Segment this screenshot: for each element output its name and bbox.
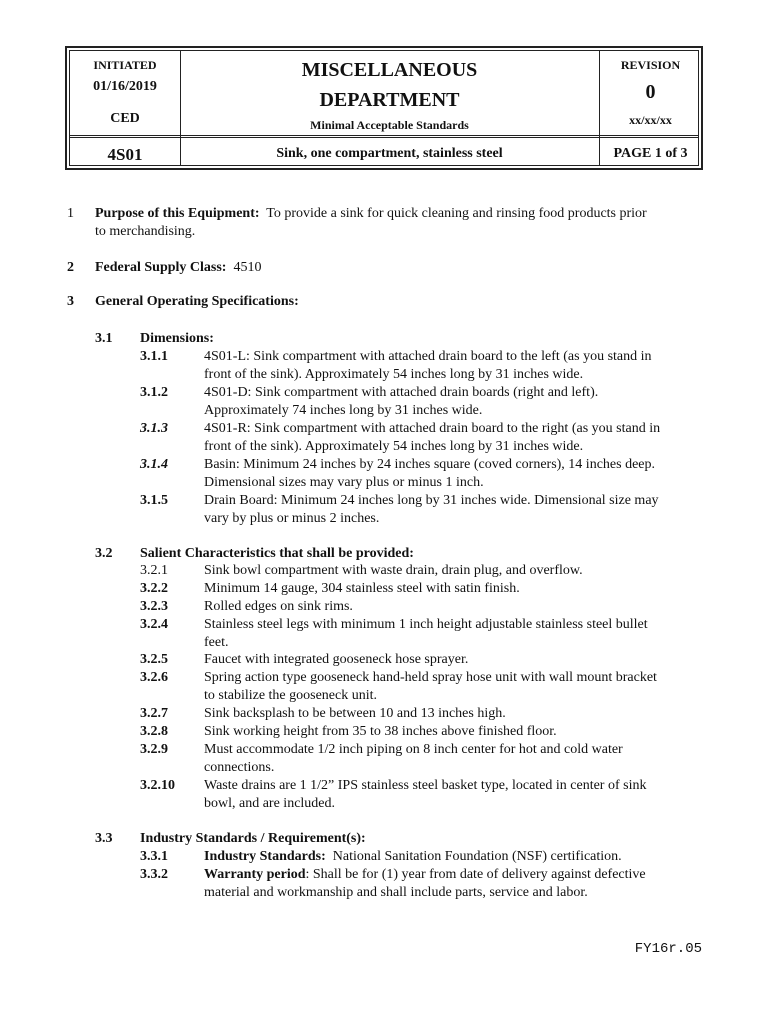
revision-label: REVISION [620, 58, 681, 72]
section-1-line2: to merchandising. [95, 224, 196, 239]
department-line2: DEPARTMENT [319, 89, 460, 111]
section-2-text: 4510 [233, 260, 262, 275]
item-3-3-2-line2: material and workmanship and shall include parts, service and labor. [204, 885, 588, 900]
item-3-2-6-line2: to stabilize the gooseneck unit. [204, 688, 378, 703]
subsection-3-2-title: Salient Characteristics that shall be provided: [140, 546, 414, 561]
item-3-1-2-number: 3.1.2 [140, 385, 168, 400]
item-3-1-3-line2: front of the sink). Approximately 54 inches long by 31 inches wide. [204, 439, 584, 454]
section-3-title: General Operating Specifications: [95, 294, 299, 309]
revision-date: xx/xx/xx [629, 113, 672, 127]
item-3-2-3-line1: Rolled edges on sink rims. [204, 599, 353, 614]
item-3-3-1-line1 [204, 848, 622, 866]
department-line1: MISCELLANEOUS [301, 59, 478, 81]
item-3-1-3-line1: 4S01-R: Sink compartment with attached drain board to the right (as you stand in [204, 421, 661, 436]
form-version-footer: FY16r.05 [634, 941, 702, 957]
section-2-title: Federal Supply Class: [95, 260, 227, 275]
item-3-1-1-number: 3.1.1 [140, 349, 168, 364]
subsection-3-1-number: 3.1 [95, 331, 113, 346]
item-3-2-9-number: 3.2.9 [140, 742, 168, 757]
subsection-3-1-title: Dimensions: [140, 331, 214, 346]
item-3-1-2-line2: Approximately 74 inches long by 31 inches wide. [204, 403, 483, 418]
item-3-2-8-line1: Sink working height from 35 to 38 inches above finished floor. [204, 724, 557, 739]
item-3-2-6-number: 3.2.6 [140, 670, 168, 685]
item-3-2-7-line1: Sink backsplash to be between 10 and 13 inches high. [204, 706, 506, 721]
item-3-1-4-number: 3.1.4 [140, 457, 168, 472]
item-3-2-5-number: 3.2.5 [140, 652, 168, 667]
item-3-3-2-line1 [204, 866, 646, 884]
item-3-1-4-line1: Basin: Minimum 24 inches by 24 inches square (coved corners), 14 inches deep. [204, 457, 656, 472]
item-3-3-1-label: Industry Standards: [204, 849, 326, 864]
item-3-2-1-number: 3.2.1 [140, 563, 168, 578]
item-3-3-1-text: National Sanitation Foundation (NSF) certification. [332, 849, 622, 864]
item-3-3-1-number: 3.3.1 [140, 849, 168, 864]
item-3-2-3-number: 3.2.3 [140, 599, 168, 614]
initiated-by: CED [110, 111, 140, 126]
item-3-2-4-line1: Stainless steel legs with minimum 1 inch height adjustable stainless steel bullet [204, 617, 648, 632]
section-3-number: 3 [67, 294, 74, 309]
item-3-2-5-line1: Faucet with integrated gooseneck hose sprayer. [204, 652, 469, 667]
header-inner-frame [69, 50, 699, 166]
item-3-1-4-line2: Dimensional sizes may vary plus or minus 1 inch. [204, 475, 484, 490]
item-3-2-1-line1: Sink bowl compartment with waste drain, drain plug, and overflow. [204, 563, 583, 578]
header-divider-row-2 [70, 137, 698, 138]
section-1-number: 1 [67, 206, 74, 221]
item-3-2-2-number: 3.2.2 [140, 581, 168, 596]
item-3-2-9-line1: Must accommodate 1/2 inch piping on 8 inch center for hot and cold water [204, 742, 623, 757]
item-3-1-2-line1: 4S01-D: Sink compartment with attached drain boards (right and left). [204, 385, 599, 400]
item-3-1-5-line2: vary by plus or minus 2 inches. [204, 511, 380, 526]
header-divider-row [70, 135, 698, 136]
item-3-2-10-line1: Waste drains are 1 1/2” IPS stainless steel basket type, located in center of sink [204, 778, 647, 793]
header-box [65, 46, 703, 170]
item-title: Sink, one compartment, stainless steel [276, 146, 503, 161]
item-3-1-5-line1: Drain Board: Minimum 24 inches long by 31 inches wide. Dimensional size may [204, 493, 659, 508]
subsection-3-3-number: 3.3 [95, 831, 113, 846]
section-2-line [95, 259, 261, 277]
section-2-number: 2 [67, 260, 74, 275]
initiated-label: INITIATED [93, 58, 157, 72]
item-3-2-10-line2: bowl, and are included. [204, 796, 336, 811]
item-3-1-1-line2: front of the sink). Approximately 54 inches long by 31 inches wide. [204, 367, 584, 382]
item-3-1-3-number: 3.1.3 [140, 421, 168, 436]
item-3-3-2-text: : Shall be for (1) year from date of delivery against defective [305, 867, 646, 882]
item-code: 4S01 [107, 145, 143, 164]
subsection-3-2-number: 3.2 [95, 546, 113, 561]
item-3-2-10-number: 3.2.10 [140, 778, 175, 793]
page-indicator: PAGE 1 of 3 [613, 146, 688, 161]
subsection-3-3-title: Industry Standards / Requirement(s): [140, 831, 366, 846]
revision-number: 0 [645, 81, 656, 103]
section-1-text: To provide a sink for quick cleaning and rinsing food products prior [266, 206, 647, 221]
section-1-title: Purpose of this Equipment: [95, 206, 260, 221]
item-3-2-8-number: 3.2.8 [140, 724, 168, 739]
item-3-1-1-line1: 4S01-L: Sink compartment with attached drain board to the left (as you stand in [204, 349, 652, 364]
section-1-line1 [95, 205, 705, 223]
item-3-2-4-line2: feet. [204, 635, 229, 650]
item-3-3-2-label: Warranty period [204, 867, 306, 882]
item-3-2-6-line1: Spring action type gooseneck hand-held spray hose unit with wall mount bracket [204, 670, 657, 685]
item-3-2-2-line1: Minimum 14 gauge, 304 stainless steel with satin finish. [204, 581, 520, 596]
initiated-date: 01/16/2019 [93, 79, 157, 94]
item-3-1-5-number: 3.1.5 [140, 493, 168, 508]
item-3-2-9-line2: connections. [204, 760, 275, 775]
item-3-3-2-number: 3.3.2 [140, 867, 168, 882]
item-3-2-4-number: 3.2.4 [140, 617, 168, 632]
item-3-2-7-number: 3.2.7 [140, 706, 168, 721]
standards-subtitle: Minimal Acceptable Standards [310, 118, 469, 132]
